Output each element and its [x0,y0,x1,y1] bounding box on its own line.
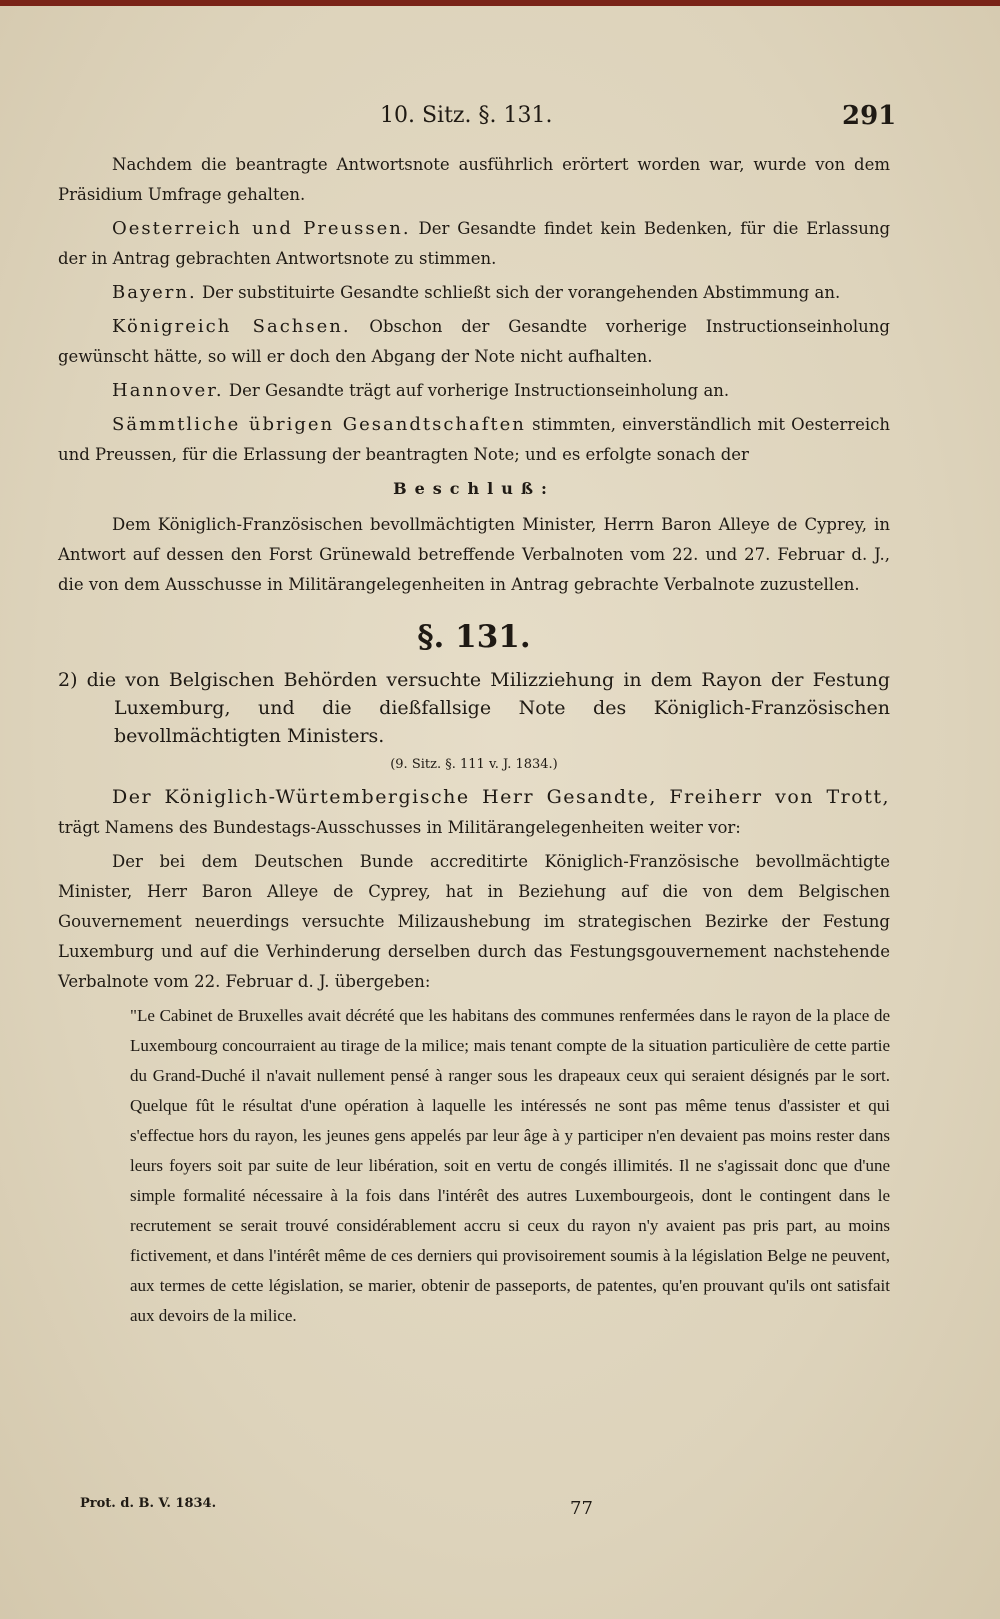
vote-bavaria [58,278,890,308]
section-subject: 2) die von Belgischen Behörden versuchte Milizziehung in dem Rayon der Festung Luxemburg, und die dießfallsige Note des Königlich-Französischen bevollmächtigten Ministers. [58,669,890,747]
resolution-text: Dem Königlich-Französischen bevollmächtigten Minister, Herrn Baron Alleye de Cyprey, in Antwort auf dessen den Forst Grünewald betreffende Verbalnoten vom 22. und 27. Februar d. J., die von dem Ausschusse in Militärangelegenheiten in Antrag gebrachte Verbalnote zuzustellen. [58,515,890,594]
paragraph-umfrage: Nachdem die beantragte Antwortsnote ausführlich erörtert worden war, wurde von dem Präsidium Umfrage gehalten. [58,155,890,204]
state-name: Bayern. [112,282,197,303]
paragraph-verbalnote: Der bei dem Deutschen Bunde accreditirte Königlich-Französische bevollmächtigte Minister, Herr Baron Alleye de Cyprey, hat in Beziehung auf die von dem Belgischen Gouvernement neuerdings versuchte Milizaushebung im strategischen Bezirke der Festung Luxemburg und auf die Verhinderung derselben durch das Festungsgouvernement nachstehende Verbalnote vom 22. Februar d. J. übergeben: [58,852,890,991]
vote-others [58,410,890,470]
vote-text: Der substituirte Gesandte schließt sich der vorangehenden Abstimmung an. [201,283,841,302]
footer-note: Prot. d. B. V. 1834. [80,1496,217,1511]
page-footer [0,1496,1000,1520]
speaker-paragraph [58,782,890,843]
top-edge-bar [0,0,1000,6]
section-reference: (9. Sitz. §. 111 v. J. 1834.) [390,757,558,772]
resolution-heading: Beschluß: [393,479,555,498]
vote-austria-prussia [58,214,890,274]
state-name: Sämmtliche übrigen Gesandtschaften [112,414,526,435]
vote-text: Der Gesandte trägt auf vorherige Instructionseinholung an. [228,381,730,400]
vote-hanover [58,376,890,406]
state-name: Königreich Sachsen. [112,316,351,337]
speaker-name: Der Königlich-Würtembergische Herr Gesandte, Freiherr von Trott, [112,786,890,808]
page-number: 291 [842,101,897,131]
body-text [58,150,890,1335]
speaker-text: trägt Namens des Bundestags-Ausschusses in Militärangelegenheiten weiter vor: [58,818,741,837]
section-number: §. 131. [417,619,531,655]
vote-text: stimmten, einverständlich mit Oesterreich und Preussen, für die Erlassung der beantragten Note; und es erfolgte sonach der [58,415,891,464]
french-quote: "Le Cabinet de Bruxelles avait décrété que les habitans des communes renfermées dans le rayon de la place de Luxembourg concourraient au tirage de la milice; mais tenant compte de la situation particulière de cette partie du Grand-Duché il n'avait nullement pensé à ranger sous les drapeaux ceux qui seraient désignés par le sort. Quelque fût le résultat d'une opération à laquelle les intéressés ne sont pas même tenus d'assister et qui s'effectue hors du rayon, les jeunes gens appelés par leur âge à y participer n'en devaient pas moins rester dans leurs foyers soit par suite de leur libération, soit en vertu de congés illimités. Il ne s'agissait donc que d'une simple formalité nécessaire à la fois dans l'intérêt des autres Luxembourgeois, dont le contingent dans le recrutement se serait trouvé considérablement accru si ceux du rayon n'y avaient pas pris part, au moins fictivement, et dans l'intérêt même de ces derniers qui provisoirement soumis à la législation Belge ne peuvent, aux termes de cette législation, se marier, obtenir de passeports, de patentes, qu'en prouvant qu'ils ont satisfait aux devoirs de la milice. [130,1006,890,1325]
vote-saxony [58,312,890,372]
state-name: Hannover. [112,380,224,401]
vote-text: Obschon der Gesandte vorherige Instructionseinholung gewünscht hätte, so will er doch den Abgang der Note nicht aufhalten. [58,317,890,366]
state-name: Oesterreich und Preussen. [112,218,411,239]
header-title: 10. Sitz. §. 131. [380,103,553,128]
running-header [0,103,1000,137]
signature-mark: 77 [570,1498,593,1519]
vote-text: Der Gesandte findet kein Bedenken, für die Erlassung der in Antrag gebrachten Antwortsnote zu stimmen. [58,219,891,268]
